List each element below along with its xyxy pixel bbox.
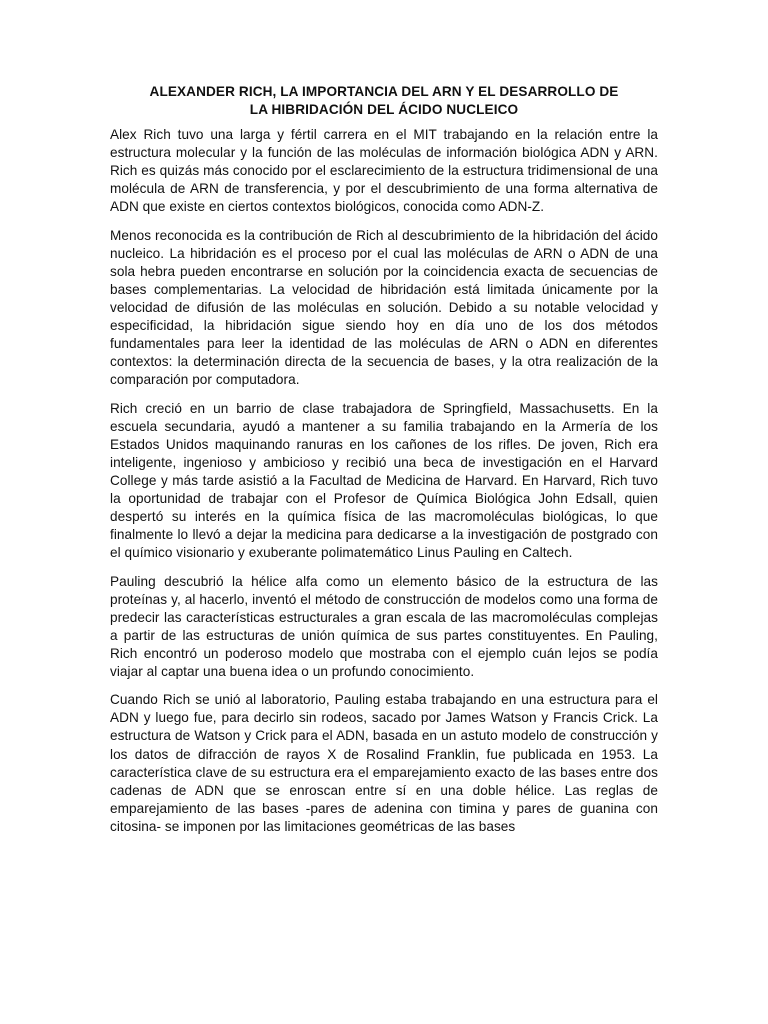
paragraph-2: Menos reconocida es la contribución de Rich al descubrimiento de la hibridación del ácido nucleico. La hibridación es el proceso por el cual las moléculas de ARN o ADN de una sola hebra pueden encontrarse en solución por la coincidencia exacta de secuencias de bases complementarias. La velocidad de hibridación está limitada únicamente por la velocidad de difusión de las moléculas en solución. Debido a su notable velocidad y especificidad, la hibridación sigue siendo hoy en día uno de los dos métodos fundamentales para leer la identidad de las moléculas de ARN o ADN en diferentes contextos: la determinación directa de la secuencia de bases, y la otra realización de la comparación por computadora.	[110, 227, 658, 388]
paragraph-3: Rich creció en un barrio de clase trabajadora de Springfield, Massachusetts. En la escuela secundaria, ayudó a mantener a su familia trabajando en la Armería de los Estados Unidos maquinando ranuras en los cañones de los rifles. De joven, Rich era inteligente, ingenioso y ambicioso y recibió una beca de investigación en el Harvard College y más tarde asistió a la Facultad de Medicina de Harvard. En Harvard, Rich tuvo la oportunidad de trabajar con el Profesor de Química Biológica John Edsall, quien despertó su interés en la química física de las macromoléculas biológicas, lo que finalmente lo llevó a dejar la medicina para dedicarse a la investigación de postgrado con el químico visionario y exuberante polimatemático Linus Pauling en Caltech.	[110, 400, 658, 561]
paragraph-1: Alex Rich tuvo una larga y fértil carrera en el MIT trabajando en la relación entre la estructura molecular y la función de las moléculas de información biológica ADN y ARN. Rich es quizás más conocido por el esclarecimiento de la estructura tridimensional de una molécula de ARN de transferencia, y por el descubrimiento de una forma alternativa de ADN que existe en ciertos contextos biológicos, conocida como ADN-Z.	[110, 127, 658, 215]
title-line-1: ALEXANDER RICH, LA IMPORTANCIA DEL ARN Y EL DESARROLLO DE	[149, 84, 619, 99]
document-title	[110, 83, 658, 119]
title-line-2: LA HIBRIDACIÓN DEL ÁCIDO NUCLEICO	[249, 102, 519, 117]
document-page	[110, 83, 658, 846]
paragraph-4: Pauling descubrió la hélice alfa como un elemento básico de la estructura de las proteínas y, al hacerlo, inventó el método de construcción de modelos como una forma de predecir las características estructurales a gran escala de las macromoléculas complejas a partir de las estructuras de unión química de sus partes constituyentes. En Pauling, Rich encontró un poderoso modelo que mostraba con el ejemplo cuán lejos se podía viajar al captar una buena idea o un profundo conocimiento.	[110, 573, 658, 679]
paragraph-5: Cuando Rich se unió al laboratorio, Pauling estaba trabajando en una estructura para el ADN y luego fue, para decirlo sin rodeos, sacado por James Watson y Francis Crick. La estructura de Watson y Crick para el ADN, basada en un astuto modelo de construcción y los datos de difracción de rayos X de Rosalind Franklin, fue publicada en 1953. La característica clave de su estructura era el emparejamiento exacto de las bases entre dos cadenas de ADN que se enroscan entre sí en una doble hélice. Las reglas de emparejamiento de las bases -pares de adenina con timina y pares de guanina con citosina- se imponen por las limitaciones geométricas de las bases	[110, 692, 658, 834]
